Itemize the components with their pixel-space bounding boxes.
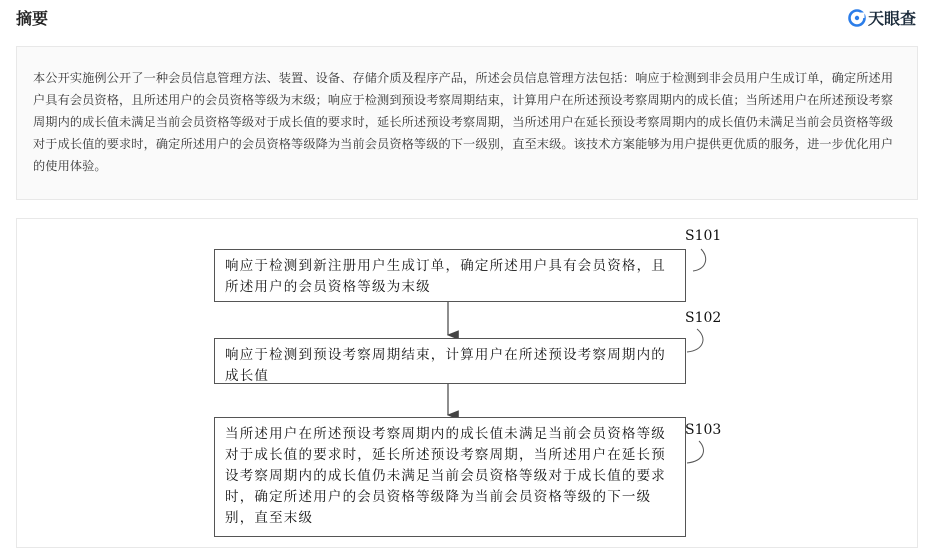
step-box-s102	[214, 338, 686, 384]
brand-logo-icon	[848, 9, 866, 27]
leader-s103	[687, 441, 703, 463]
step-box-s103	[214, 417, 686, 537]
step-label-s103: S103	[685, 422, 722, 438]
section-title: 摘要	[16, 9, 49, 28]
step-text-s101: 响应于检测到新注册用户生成订单，确定所述用户具有会员资格，且所述用户的会员资格等级为末级	[225, 258, 666, 295]
step-text-s102: 响应于检测到预设考察周期结束，计算用户在所述预设考察周期内的成长值	[225, 347, 666, 384]
abstract-panel	[16, 46, 918, 200]
leader-s102	[687, 329, 703, 352]
step-label-s101: S101	[685, 228, 722, 244]
leader-s101	[693, 249, 706, 271]
step-box-s101	[214, 249, 686, 302]
abstract-figure[interactable]	[16, 218, 918, 548]
step-text-s103: 当所述用户在所述预设考察周期内的成长值未满足当前会员资格等级对于成长值的要求时，延长所述预设考察周期，当所述用户在延长预设考察周期内的成长值仍未满足当前会员资格等级对于成长值的要求时，确定所述用户的会员资格等级降为当前会员资格等级的下一级别，直至末级	[225, 426, 666, 526]
brand-name: 天眼查	[867, 9, 916, 28]
tianyancha-logo[interactable]	[848, 6, 916, 29]
abstract-text: 本公开实施例公开了一种会员信息管理方法、装置、设备、存储介质及程序产品，所述会员信息管理方法包括：响应于检测到非会员用户生成订单，确定所述用户具有会员资格，且所述用户的会员资格等级为末级；响应于检测到预设考察周期结束，计算用户在所述预设考察周期内的成长值；当所述用户在所述预设考察周期内的成长值未满足当前会员资格等级对于成长值的要求时，延长所述预设考察周期，当所述用户在延长预设考察周期内的成长值仍未满足当前会员资格等级对于成长值的要求时，确定所述用户的会员资格等级降为当前会员资格等级的下一级别，直至末级。该技术方案能够为用户提供更优质的服务，进一步优化用户的使用体验。	[33, 71, 894, 173]
abstract-header	[0, 0, 938, 34]
step-label-s102: S102	[685, 310, 722, 326]
